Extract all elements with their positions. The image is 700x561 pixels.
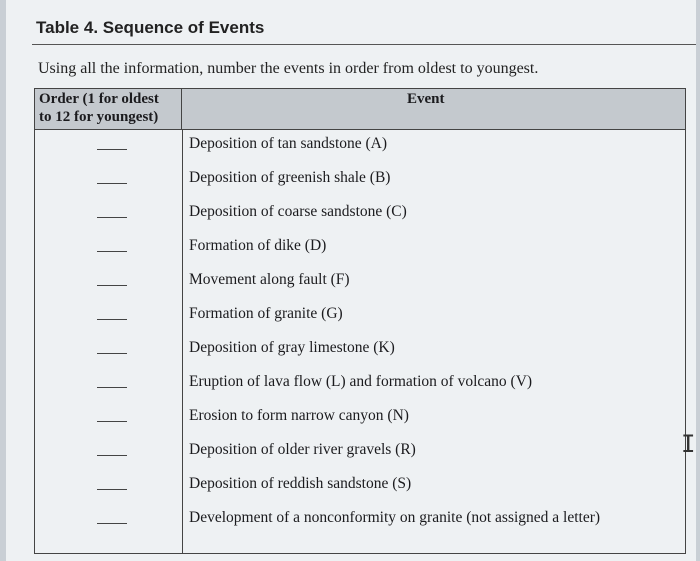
event-description: Deposition of coarse sandstone (C): [189, 203, 407, 220]
table-row: [35, 503, 685, 537]
table-row: [35, 129, 685, 163]
table-header: [35, 89, 685, 130]
order-blank-field[interactable]: [97, 455, 127, 456]
event-description: Deposition of tan sandstone (A): [189, 135, 388, 152]
table-row: [35, 231, 685, 265]
order-blank-field[interactable]: [97, 183, 127, 184]
event-description: Eruption of lava flow (L) and formation of volcano (V): [189, 373, 533, 390]
table-row: [35, 367, 685, 401]
header-event: Event: [407, 91, 445, 107]
order-blank-field[interactable]: [97, 523, 127, 524]
event-description: Development of a nonconformity on granite (not assigned a letter): [189, 509, 601, 526]
table-row: [35, 333, 685, 367]
table-row: [35, 469, 685, 503]
order-blank-field[interactable]: [97, 251, 127, 252]
order-blank-field[interactable]: [97, 421, 127, 422]
order-blank-field[interactable]: [97, 319, 127, 320]
title-divider: [32, 44, 696, 45]
order-blank-field[interactable]: [97, 149, 127, 150]
order-blank-field[interactable]: [97, 285, 127, 286]
event-description: Erosion to form narrow canyon (N): [189, 407, 409, 424]
header-order: Order (1 for oldest to 12 for youngest): [35, 89, 182, 129]
event-description: Deposition of older river gravels (R): [189, 441, 416, 458]
sequence-table: [34, 88, 686, 554]
order-blank-field[interactable]: [97, 217, 127, 218]
table-row: [35, 435, 685, 469]
event-description: Deposition of reddish sandstone (S): [189, 475, 412, 492]
table-row: [35, 299, 685, 333]
event-description: Formation of dike (D): [189, 237, 327, 254]
table-row: [35, 401, 685, 435]
text-cursor-icon: I: [681, 430, 696, 458]
worksheet-page: [6, 0, 696, 561]
event-description: Deposition of gray limestone (K): [189, 339, 395, 356]
event-description: Movement along fault (F): [189, 271, 350, 288]
order-blank-field[interactable]: [97, 387, 127, 388]
table-row: [35, 197, 685, 231]
event-description: Deposition of greenish shale (B): [189, 169, 391, 186]
order-blank-field[interactable]: [97, 353, 127, 354]
instructions-text: Using all the information, number the events in order from oldest to youngest.: [38, 60, 539, 77]
table-row: [35, 163, 685, 197]
event-description: Formation of granite (G): [189, 305, 343, 322]
table-title: Table 4. Sequence of Events: [36, 18, 265, 37]
table-row: [35, 265, 685, 299]
order-blank-field[interactable]: [97, 489, 127, 490]
